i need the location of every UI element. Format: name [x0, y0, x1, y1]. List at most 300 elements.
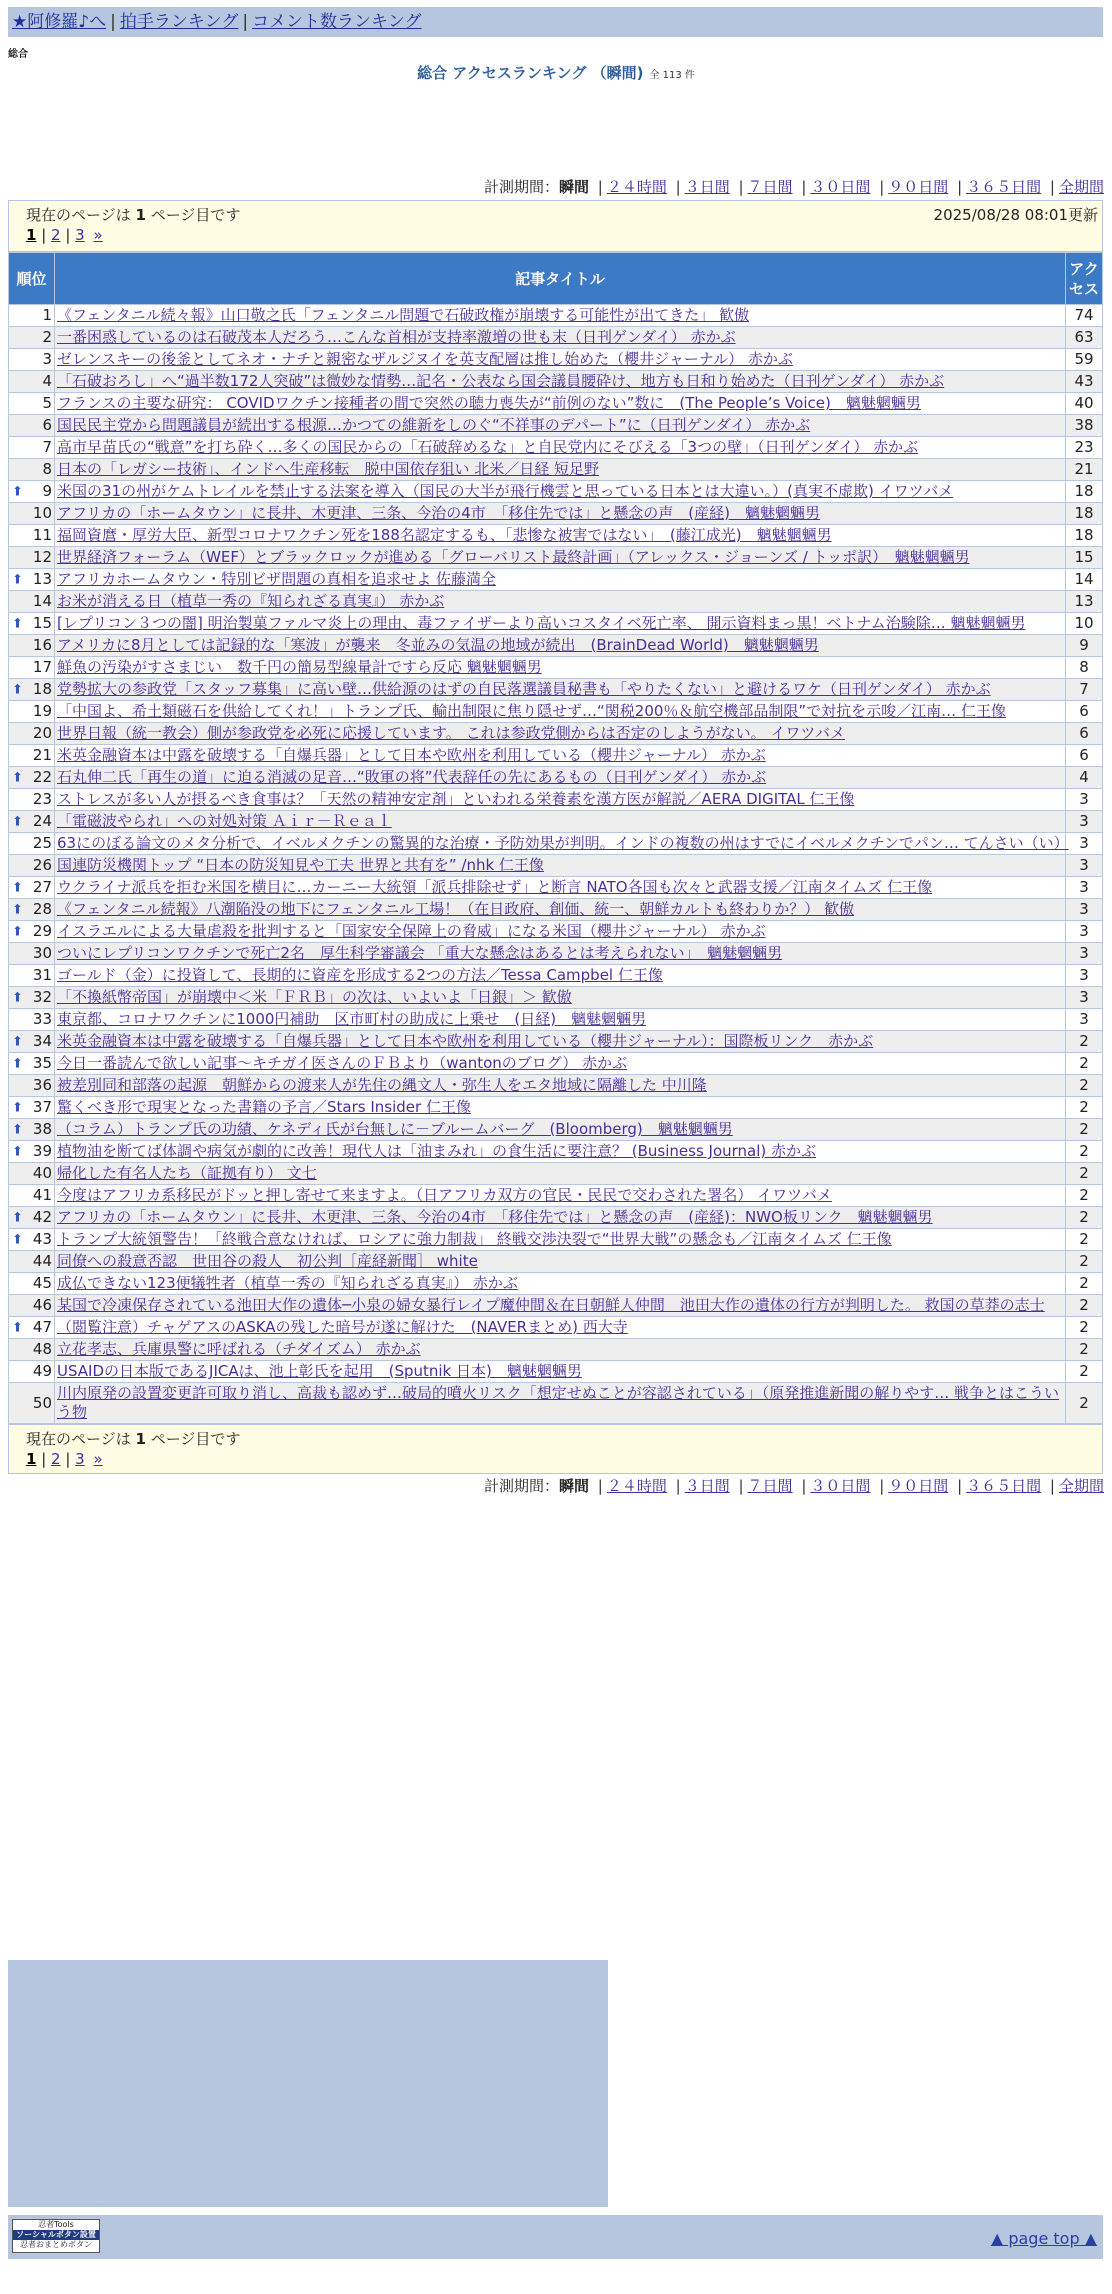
rank-number: 32	[32, 988, 52, 1006]
access-count: 7	[1066, 679, 1103, 701]
rank-number: 49	[32, 1362, 52, 1380]
access-count: 3	[1066, 833, 1103, 855]
up-arrow-icon: ⬆	[12, 1056, 23, 1071]
title-cell	[55, 327, 1066, 349]
table-row	[9, 635, 1103, 657]
rank-number: 43	[32, 1230, 52, 1248]
rank-cell	[9, 525, 55, 547]
title-cell	[55, 701, 1066, 723]
up-arrow-icon: ⬆	[12, 924, 23, 939]
article-link[interactable]: 《フェンタニル続々報》山口敬之氏「フェンタニル問題で石破政権が崩壊する可能性が出てきた」 歓傲	[57, 306, 750, 324]
title-cell	[55, 1075, 1066, 1097]
rank-cell	[9, 305, 55, 327]
rank-cell	[9, 1009, 55, 1031]
title-cell	[55, 855, 1066, 877]
rank-cell	[9, 1163, 55, 1185]
access-count: 13	[1066, 591, 1103, 613]
page-links: 1 | 2 | 3 »	[26, 1450, 103, 1468]
rank-cell	[9, 1075, 55, 1097]
title-cell	[55, 305, 1066, 327]
title-cell	[55, 1119, 1066, 1141]
rank-number: 11	[32, 526, 52, 544]
rank-cell	[9, 855, 55, 877]
access-count: 2	[1066, 1031, 1103, 1053]
table-row	[9, 525, 1103, 547]
access-count: 21	[1066, 459, 1103, 481]
up-arrow-icon: ⬆	[12, 902, 23, 917]
table-row	[9, 613, 1103, 635]
rank-number: 8	[42, 460, 52, 478]
period-link-30d[interactable]: ３０日間	[810, 1477, 871, 1495]
article-link[interactable]: 「中国よ、希土類磁石を供給してくれ！」トランプ氏、輸出制限に焦り隠せず…“関税200％＆航空機部品制限”で対抗を示唆／江南… 仁王像	[57, 702, 1006, 720]
table-row	[9, 1273, 1103, 1295]
period-link-all[interactable]: 全期間	[1058, 1477, 1104, 1495]
table-row	[9, 349, 1103, 371]
rank-cell	[9, 481, 55, 503]
access-count: 43	[1066, 371, 1103, 393]
rank-number: 3	[42, 350, 52, 368]
title-cell	[55, 393, 1066, 415]
access-count: 2	[1066, 1075, 1103, 1097]
access-count: 2	[1066, 1273, 1103, 1295]
period-link-90d[interactable]: ９０日間	[888, 178, 949, 196]
article-link[interactable]: 立花孝志、兵庫県警に呼ばれる（チダイズム） 赤かぶ	[57, 1340, 421, 1358]
access-count: 2	[1066, 1119, 1103, 1141]
access-count: 6	[1066, 701, 1103, 723]
table-row	[9, 393, 1103, 415]
page-top-link[interactable]: ▲ page top ▲	[990, 2229, 1097, 2248]
up-arrow-icon: ⬆	[12, 880, 23, 895]
table-row	[9, 987, 1103, 1009]
article-link[interactable]: 東京都、コロナワクチンに1000円補助 区市町村の助成に上乗せ (日経) 魑魅魍魎男	[57, 1010, 647, 1028]
nav-link-comment-ranking[interactable]: コメント数ランキング	[252, 12, 422, 32]
rank-cell	[9, 437, 55, 459]
article-link[interactable]: 「電磁波やられ」への対処対策 Ａｉｒ－Ｒｅａｌ	[57, 812, 392, 830]
up-arrow-icon: ⬆	[12, 572, 23, 587]
article-link[interactable]: フランスの主要な研究： COVIDワクチン接種者の間で突然の聴力喪失が“前例のない”数に (The People’s Voice) 魑魅魍魎男	[57, 394, 921, 412]
access-count: 18	[1066, 525, 1103, 547]
rank-cell	[9, 547, 55, 569]
rank-number: 36	[32, 1076, 52, 1094]
up-arrow-icon: ⬆	[12, 616, 23, 631]
article-link[interactable]: 帰化した有名人たち（証拠有り） 文七	[57, 1164, 317, 1182]
title-cell	[55, 767, 1066, 789]
article-link[interactable]: 福岡資麿・厚労大臣、新型コロナワクチン死を188名認定するも、「悲惨な被害ではない」 (藤江成光) 魑魅魍魎男	[57, 526, 832, 544]
rank-number: 24	[32, 812, 52, 830]
access-count: 3	[1066, 943, 1103, 965]
article-link[interactable]: アフリカホームタウン・特別ビザ問題の真相を追求せよ 佐藤満全	[57, 570, 497, 588]
rank-cell	[9, 1185, 55, 1207]
table-row	[9, 1251, 1103, 1273]
page-title-text: 総合 アクセスランキング （瞬間)	[417, 64, 644, 82]
table-row	[9, 1339, 1103, 1361]
updated-timestamp: 2025/08/28 08:01更新	[933, 206, 1098, 224]
title-cell	[55, 811, 1066, 833]
rank-number: 22	[32, 768, 52, 786]
article-link[interactable]: 「不換紙幣帝国」が崩壊中＜米「ＦＲＢ」の次は、いよいよ「日銀」＞ 歓傲	[57, 988, 572, 1006]
rank-number: 16	[32, 636, 52, 654]
title-cell	[55, 1141, 1066, 1163]
page-title	[0, 62, 1112, 83]
table-row	[9, 789, 1103, 811]
nav-separator: |	[110, 12, 116, 32]
access-count: 2	[1066, 1185, 1103, 1207]
article-link[interactable]: 63にのぼる論文のメタ分析で、イベルメクチンの驚異的な治療・予防効果が判明。インドの複数の州はすでにイベルメクチンでパン… てんさい（い）	[57, 834, 1069, 852]
title-cell	[55, 965, 1066, 987]
article-link[interactable]: 米国の31の州がケムトレイルを禁止する法案を導入（国民の大半が飛行機雲と思っている日本とは大違い。）(真実不虚欺) イワツバメ	[57, 482, 954, 500]
article-link[interactable]: アフリカの「ホームタウン」に長井、木更津、三条、今治の4市 「移住先では」と懸念の声 (産経)：NWO板リンク 魑魅魍魎男	[57, 1208, 933, 1226]
access-count: 2	[1066, 1141, 1103, 1163]
title-cell	[55, 1009, 1066, 1031]
rank-number: 9	[42, 482, 52, 500]
access-count: 2	[1066, 1317, 1103, 1339]
article-link[interactable]: ゴールド（金）に投資して、長期的に資産を形成する2つの方法／Tessa Campbel 仁王像	[57, 966, 663, 984]
access-count: 3	[1066, 921, 1103, 943]
article-link[interactable]: 世界日報（統一教会）側が参政党を必死に応援しています。 これは参政党側からは否定のしようがない。 イワツバメ	[57, 724, 846, 742]
title-cell	[55, 1185, 1066, 1207]
title-cell	[55, 943, 1066, 965]
rank-number: 15	[32, 614, 52, 632]
table-row	[9, 569, 1103, 591]
rank-cell	[9, 459, 55, 481]
access-count: 3	[1066, 899, 1103, 921]
up-arrow-icon: ⬆	[12, 814, 23, 829]
article-link[interactable]: （コラム）トランプ氏の功績、ケネディ氏が台無しに－ブルームバーグ (Bloomberg) 魑魅魍魎男	[57, 1120, 733, 1138]
article-link[interactable]: 今日一番読んで欲しい記事～キチガイ医さんのＦＢより（wantonのブログ） 赤かぶ	[57, 1054, 628, 1072]
title-cell	[55, 877, 1066, 899]
table-row	[9, 745, 1103, 767]
period-link-90d[interactable]: ９０日間	[888, 1477, 949, 1495]
title-cell	[55, 1163, 1066, 1185]
rank-number: 41	[32, 1186, 52, 1204]
table-row	[9, 547, 1103, 569]
rank-number: 40	[32, 1164, 52, 1182]
article-link[interactable]: 「石破おろし」へ“過半数172人突破”は微妙な情勢…記名・公表なら国会議員腰砕け、地方も日和り始めた（日刊ゲンダイ） 赤かぶ	[57, 372, 945, 390]
nav-link-clap-ranking[interactable]: 拍手ランキング	[119, 12, 239, 32]
article-link[interactable]: 同僚への殺意否認 世田谷の殺人 初公判［産経新聞］ white	[57, 1252, 478, 1270]
article-link[interactable]: 被差別同和部落の起源 朝鮮からの渡来人が先住の縄文人・弥生人をエタ地域に隔離した 中川隆	[57, 1076, 707, 1094]
title-cell	[55, 635, 1066, 657]
top-navigation	[8, 7, 1103, 37]
article-link[interactable]: 植物油を断てば体調や病気が劇的に改善！現代人は「油まみれ」の食生活に要注意？ (Business Journal) 赤かぶ	[57, 1142, 817, 1160]
table-row	[9, 1031, 1103, 1053]
up-arrow-icon: ⬆	[12, 682, 23, 697]
article-link[interactable]: ウクライナ派兵を拒む米国を横目に…カーニー大統領「派兵排除せず」と断言 NATO各国も次々と武器支援／江南タイムズ 仁王像	[57, 878, 933, 896]
article-link[interactable]: お米が消える日（植草一秀の『知られざる真実』） 赤かぶ	[57, 592, 445, 610]
title-cell	[55, 503, 1066, 525]
title-cell	[55, 481, 1066, 503]
table-row	[9, 371, 1103, 393]
rank-cell	[9, 1383, 55, 1424]
title-cell	[55, 459, 1066, 481]
title-cell	[55, 1207, 1066, 1229]
rank-cell	[9, 1317, 55, 1339]
table-row	[9, 701, 1103, 723]
page-current: 1	[26, 226, 37, 244]
table-row	[9, 679, 1103, 701]
current-page-text: 現在のページは 1 ページ目です	[26, 1430, 241, 1448]
rank-cell	[9, 921, 55, 943]
title-cell	[55, 1251, 1066, 1273]
article-link[interactable]: 国連防災機関トップ “日本の防災知見や工夫 世界と共有を” /nhk 仁王像	[57, 856, 544, 874]
access-count: 10	[1066, 613, 1103, 635]
table-row	[9, 877, 1103, 899]
article-link[interactable]: アメリカに8月としては記録的な「寒波」が襲来 冬並みの気温の地域が続出 (BrainDead World) 魑魅魍魎男	[57, 636, 819, 654]
rank-number: 42	[32, 1208, 52, 1226]
article-link[interactable]: アフリカの「ホームタウン」に長井、木更津、三条、今治の4市 「移住先では」と懸念の声 (産経) 魑魅魍魎男	[57, 504, 821, 522]
table-row	[9, 415, 1103, 437]
rank-cell	[9, 987, 55, 1009]
rank-number: 45	[32, 1274, 52, 1292]
title-cell	[55, 921, 1066, 943]
rank-number: 18	[32, 680, 52, 698]
period-label: 計測期間：	[483, 1477, 559, 1495]
period-link-7d[interactable]: ７日間	[747, 1477, 793, 1495]
page-link-2[interactable]: 2	[51, 226, 61, 244]
rank-cell	[9, 1053, 55, 1075]
access-count: 2	[1066, 1295, 1103, 1317]
total-count: 全 113 件	[649, 70, 695, 81]
up-arrow-icon: ⬆	[12, 1210, 23, 1225]
table-row	[9, 1097, 1103, 1119]
period-selector-bottom: 計測期間：瞬間 | ２４時間 | ３日間 | ７日間 | ３０日間 | ９０日間 | ３６５日間 | 全期間	[483, 1477, 1104, 1495]
rank-cell	[9, 349, 55, 371]
rank-cell	[9, 327, 55, 349]
access-count: 2	[1066, 1251, 1103, 1273]
header-title: 記事タイトル	[55, 253, 1066, 305]
access-count: 18	[1066, 481, 1103, 503]
period-link-24h[interactable]: ２４時間	[606, 1477, 667, 1495]
table-row	[9, 921, 1103, 943]
rank-number: 17	[32, 658, 52, 676]
access-count: 6	[1066, 723, 1103, 745]
rank-number: 30	[32, 944, 52, 962]
article-link[interactable]: 日本の「レガシー技術」、インドへ生産移転 脱中国依存狙い 北米／日経 短足野	[57, 460, 600, 478]
rank-cell	[9, 1031, 55, 1053]
access-count: 2	[1066, 1229, 1103, 1251]
header-access: アクセス	[1066, 253, 1103, 305]
table-row	[9, 811, 1103, 833]
rank-cell	[9, 767, 55, 789]
access-count: 14	[1066, 569, 1103, 591]
title-cell	[55, 1229, 1066, 1251]
article-link[interactable]: 某国で冷凍保存されている池田大作の遺体─小泉の婦女暴行レイプ魔仲間＆在日朝鮮人仲間 池田大作の遺体の行方が判明した。 救国の草莽の志士	[57, 1296, 1045, 1314]
period-link-30d[interactable]: ３０日間	[810, 178, 871, 196]
access-count: 18	[1066, 503, 1103, 525]
rank-cell	[9, 679, 55, 701]
rank-number: 50	[32, 1393, 52, 1412]
article-link[interactable]: 今度はアフリカ系移民がドッと押し寄せて来ますよ。（日アフリカ双方の官民・民民で交わされた署名） イワツバメ	[57, 1186, 832, 1204]
article-link[interactable]: 世界経済フォーラム（WEF）とブラックロックが進める「グローバリスト最終計画」（アレックス・ジョーンズ / トッポ訳） 魑魅魍魎男	[57, 548, 970, 566]
rank-cell	[9, 1339, 55, 1361]
title-cell	[55, 547, 1066, 569]
period-link-all[interactable]: 全期間	[1058, 178, 1104, 196]
article-link[interactable]: トランプ大統領警告！「終戦合意なければ、ロシアに強力制裁」 終戦交渉決裂で“世界大戦”の懸念も／江南タイムズ 仁王像	[57, 1230, 892, 1248]
page-next-link[interactable]: »	[93, 1450, 103, 1468]
pagination-bottom	[8, 1424, 1103, 1474]
title-cell	[55, 525, 1066, 547]
title-cell	[55, 349, 1066, 371]
rank-cell	[9, 503, 55, 525]
rank-cell	[9, 371, 55, 393]
rank-number: 48	[32, 1340, 52, 1358]
title-cell	[55, 657, 1066, 679]
article-link[interactable]: ゼレンスキーの後釜としてネオ・ナチと親密なザルジヌイを英支配層は推し始めた（櫻井ジャーナル） 赤かぶ	[57, 350, 793, 368]
access-count: 23	[1066, 437, 1103, 459]
ad-placeholder	[8, 1960, 608, 2207]
article-link[interactable]: [レプリコン３つの闇] 明治製菓ファルマ炎上の理由、毒ファイザーより高いコスタイベ死亡率、 開示資料まっ黒！ベトナム治験除… 魑魅魍魎男	[57, 614, 1026, 632]
access-count: 2	[1066, 1163, 1103, 1185]
article-link[interactable]: 米英金融資本は中露を破壊する「自爆兵器」として日本や欧州を利用している（櫻井ジャーナル） 赤かぶ	[57, 746, 766, 764]
ninja-tools-social-button[interactable]	[12, 2219, 100, 2253]
footer	[8, 2215, 1103, 2259]
rank-cell	[9, 701, 55, 723]
article-link[interactable]: 国民民主党から問題議員が続出する根源…かつての維新をしのぐ“不祥事のデパート”に（日刊ゲンダイ） 赤かぶ	[57, 416, 811, 434]
access-count: 9	[1066, 635, 1103, 657]
rank-cell	[9, 591, 55, 613]
article-link[interactable]: ついにレプリコンワクチンで死亡2名 厚生科学審議会 「重大な懸念はあるとは考えられない」 魑魅魍魎男	[57, 944, 783, 962]
pagination-top	[8, 200, 1103, 252]
period-link-365d[interactable]: ３６５日間	[966, 178, 1042, 196]
period-link-24h[interactable]: ２４時間	[606, 178, 667, 196]
article-link[interactable]: 成仏できない123便犠牲者（植草一秀の『知られざる真実』） 赤かぶ	[57, 1274, 518, 1292]
access-count: 38	[1066, 415, 1103, 437]
rank-cell	[9, 613, 55, 635]
rank-number: 10	[32, 504, 52, 522]
article-link[interactable]: （閲覧注意）チャゲアスのASKAの残した暗号が遂に解けた (NAVERまとめ) 西大寺	[57, 1318, 628, 1336]
period-label: 計測期間：	[483, 178, 559, 196]
table-row	[9, 1295, 1103, 1317]
access-count: 3	[1066, 811, 1103, 833]
title-cell	[55, 1053, 1066, 1075]
rank-number: 39	[32, 1142, 52, 1160]
table-row	[9, 1317, 1103, 1339]
title-cell	[55, 723, 1066, 745]
rank-number: 2	[42, 328, 52, 346]
table-row	[9, 591, 1103, 613]
period-current: 瞬間	[558, 1477, 589, 1495]
access-count: 40	[1066, 393, 1103, 415]
table-row	[9, 1119, 1103, 1141]
rank-cell	[9, 393, 55, 415]
rank-cell	[9, 415, 55, 437]
rank-number: 47	[32, 1318, 52, 1336]
title-cell	[55, 1031, 1066, 1053]
rank-number: 31	[32, 966, 52, 984]
table-row	[9, 723, 1103, 745]
page-link-2[interactable]: 2	[51, 1450, 61, 1468]
article-link[interactable]: 鮮魚の汚染がすさまじい 数千円の簡易型線量計ですら反応 魑魅魍魎男	[57, 658, 542, 676]
category-label: 総合	[8, 49, 28, 60]
title-cell	[55, 1273, 1066, 1295]
access-count: 2	[1066, 1383, 1103, 1424]
access-count: 74	[1066, 305, 1103, 327]
rank-number: 38	[32, 1120, 52, 1138]
rank-cell	[9, 943, 55, 965]
article-link[interactable]: 石丸伸二氏「再生の道」に迫る消滅の足音…“敗軍の将”代表辞任の先にあるもの（日刊ゲンダイ） 赤かぶ	[57, 768, 767, 786]
page-link-3[interactable]: 3	[75, 226, 85, 244]
period-current: 瞬間	[558, 178, 589, 196]
page-next-link[interactable]: »	[93, 226, 103, 244]
article-link[interactable]: 驚くべき形で現実となった書籍の予言／Stars Insider 仁王像	[57, 1098, 471, 1116]
title-cell	[55, 833, 1069, 855]
rank-number: 23	[32, 790, 52, 808]
access-count: 63	[1066, 327, 1103, 349]
access-count: 2	[1066, 1339, 1103, 1361]
article-link[interactable]: USAIDの日本版であるJICAは、池上彰氏を起用 (Sputnik 日本) 魑魅魍魎男	[57, 1362, 582, 1380]
rank-number: 37	[32, 1098, 52, 1116]
rank-cell	[9, 965, 55, 987]
page-current: 1	[26, 1450, 37, 1468]
up-arrow-icon: ⬆	[12, 990, 23, 1005]
rank-cell	[9, 833, 55, 855]
article-link[interactable]: 川内原発の設置変更許可取り消し、高裁も認めず…破局的噴火リスク「想定せぬことが容認されている」（原発推進新聞の解りやす… 戦争とはこういう物	[57, 1384, 1059, 1421]
table-row	[9, 1163, 1103, 1185]
title-cell	[55, 745, 1066, 767]
period-link-3d[interactable]: ３日間	[684, 178, 730, 196]
rank-number: 25	[32, 834, 52, 852]
up-arrow-icon: ⬆	[12, 1320, 23, 1335]
rank-number: 46	[32, 1296, 52, 1314]
access-count: 3	[1066, 855, 1103, 877]
page-link-3[interactable]: 3	[75, 1450, 85, 1468]
nav-link-asyura[interactable]: ★阿修羅♪へ	[12, 12, 107, 32]
rank-cell	[9, 811, 55, 833]
current-page-text: 現在のページは 1 ページ目です	[26, 206, 241, 224]
rank-cell	[9, 789, 55, 811]
rank-cell	[9, 1295, 55, 1317]
up-arrow-icon: ⬆	[12, 1122, 23, 1137]
up-arrow-icon: ⬆	[12, 1034, 23, 1049]
rank-cell	[9, 1229, 55, 1251]
period-link-365d[interactable]: ３６５日間	[966, 1477, 1042, 1495]
rank-cell	[9, 1207, 55, 1229]
rank-number: 44	[32, 1252, 52, 1270]
article-link[interactable]: 党勢拡大の参政党「スタッフ募集」に高い壁…供給源のはずの自民落選議員秘書も「やりたくない」と避けるワケ（日刊ゲンダイ） 赤かぶ	[57, 680, 991, 698]
period-link-3d[interactable]: ３日間	[684, 1477, 730, 1495]
article-link[interactable]: 米英金融資本は中露を破壊する「自爆兵器」として日本や欧州を利用している（櫻井ジャーナル）：国際板リンク 赤かぶ	[57, 1032, 874, 1050]
table-row	[9, 481, 1103, 503]
rank-cell	[9, 877, 55, 899]
title-cell	[55, 1361, 1066, 1383]
rank-number: 20	[32, 724, 52, 742]
access-count: 2	[1066, 1097, 1103, 1119]
table-row	[9, 1053, 1103, 1075]
table-row	[9, 855, 1103, 877]
rank-cell	[9, 1273, 55, 1295]
article-link[interactable]: 高市早苗氏の“戦意”を打ち砕く…多くの国民からの「石破辞めるな」と自民党内にそびえる「3つの壁」（日刊ゲンダイ） 赤かぶ	[57, 438, 919, 456]
access-count: 2	[1066, 1361, 1103, 1383]
table-row	[9, 1075, 1103, 1097]
title-cell	[55, 1317, 1066, 1339]
up-arrow-icon: ⬆	[12, 770, 23, 785]
article-link[interactable]: 《フェンタニル続報》八潮陥没の地下にフェンタニル工場！（在日政府、創価、統一、朝鮮カルトも終わりか？） 歓傲	[57, 900, 855, 918]
table-row	[9, 437, 1103, 459]
article-link[interactable]: ストレスが多い人が摂るべき食事は？「天然の精神安定剤」といわれる栄養素を漢方医が解説／AERA DIGITAL 仁王像	[57, 790, 855, 808]
article-link[interactable]: イスラエルによる大量虐殺を批判すると「国家安全保障上の脅威」になる米国（櫻井ジャーナル） 赤かぶ	[57, 922, 766, 940]
period-link-7d[interactable]: ７日間	[747, 178, 793, 196]
rank-cell	[9, 899, 55, 921]
table-row	[9, 1141, 1103, 1163]
rank-cell	[9, 745, 55, 767]
rank-number: 34	[32, 1032, 52, 1050]
table-row	[9, 327, 1103, 349]
rank-number: 5	[42, 394, 52, 412]
nav-separator: |	[242, 12, 249, 32]
access-count: 2	[1066, 1207, 1103, 1229]
rank-number: 4	[42, 372, 52, 390]
article-link[interactable]: 一番困惑しているのは石破茂本人だろう…こんな首相が支持率激増の世も末（日刊ゲンダイ） 赤かぶ	[57, 328, 736, 346]
